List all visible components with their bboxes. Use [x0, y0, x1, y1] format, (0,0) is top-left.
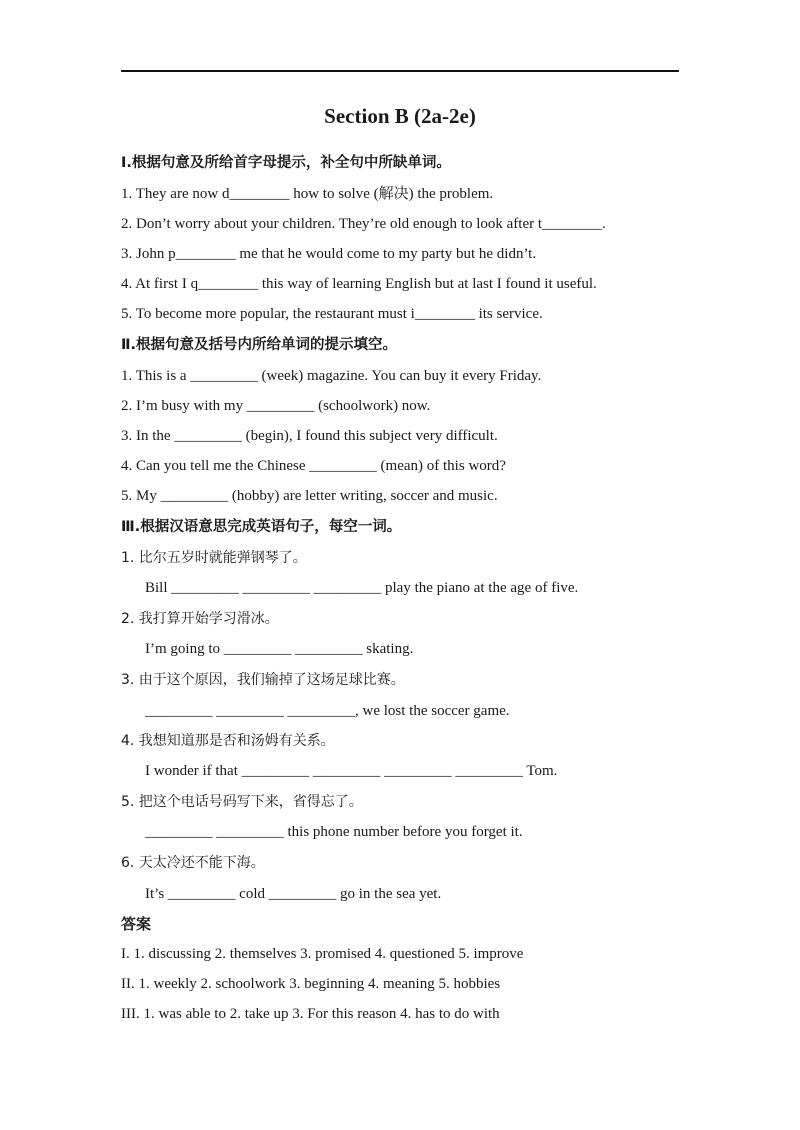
answer-line: II. 1. weekly 2. schoolwork 3. beginning 4. meaning 5. hobbies	[121, 976, 501, 992]
section-1-item: 3. John p________ me that he would come to my party but he didn’t.	[121, 246, 537, 262]
answer-line: III. 1. was able to 2. take up 3. For this reason 4. has to do with	[121, 1006, 500, 1022]
section-1-item: 1. They are now d________ how to solve (解决) the problem.	[121, 186, 494, 202]
section-2-item: 3. In the _________ (begin), I found this subject very difficult.	[121, 428, 498, 444]
section-3-item-english: _________ _________ this phone number before you forget it.	[145, 824, 523, 840]
section-3-item-english: Bill _________ _________ _________ play the piano at the age of five.	[145, 580, 579, 596]
section-1-item: 4. At first I q________ this way of learning English but at last I found it useful.	[121, 276, 597, 292]
section-2-item: 2. I’m busy with my _________ (schoolwork) now.	[121, 398, 431, 414]
section-3-heading: Ⅲ.根据汉语意思完成英语句子，每空一词。	[121, 519, 402, 535]
section-2-item: 5. My _________ (hobby) are letter writing, soccer and music.	[121, 488, 498, 504]
section-1-item: 2. Don’t worry about your children. They’re old enough to look after t________.	[121, 216, 606, 232]
header-rule	[121, 70, 679, 72]
section-1-item: 5. To become more popular, the restaurant must i________ its service.	[121, 306, 543, 322]
section-3-item-english: It’s _________ cold _________ go in the sea yet.	[145, 886, 442, 902]
section-2-item: 1. This is a _________ (week) magazine. You can buy it every Friday.	[121, 368, 542, 384]
section-3-item-chinese: 5. 把这个电话号码写下来，省得忘了。	[121, 794, 363, 810]
section-3-item-english: _________ _________ _________, we lost the soccer game.	[145, 703, 510, 719]
section-3-item-chinese: 3. 由于这个原因，我们输掉了这场足球比赛。	[121, 672, 405, 688]
section-3-item-chinese: 6. 天太冷还不能下海。	[121, 855, 265, 871]
section-1-heading: Ⅰ.根据句意及所给首字母提示，补全句中所缺单词。	[121, 155, 451, 171]
section-3-item-chinese: 1. 比尔五岁时就能弹钢琴了。	[121, 550, 307, 566]
page-title: Section B (2a-2e)	[324, 104, 476, 128]
section-2-item: 4. Can you tell me the Chinese _________ (mean) of this word?	[121, 458, 506, 474]
answers-heading: 答案	[121, 915, 152, 933]
section-3-item-chinese: 2. 我打算开始学习滑冰。	[121, 611, 279, 627]
answer-line: I. 1. discussing 2. themselves 3. promised 4. questioned 5. improve	[121, 946, 524, 962]
section-3-item-chinese: 4. 我想知道那是否和汤姆有关系。	[121, 733, 335, 749]
section-3-item-english: I’m going to _________ _________ skating.	[145, 641, 414, 657]
section-3-item-english: I wonder if that _________ _________ _________ _________ Tom.	[145, 763, 558, 779]
section-2-heading: Ⅱ.根据句意及括号内所给单词的提示填空。	[121, 337, 398, 353]
